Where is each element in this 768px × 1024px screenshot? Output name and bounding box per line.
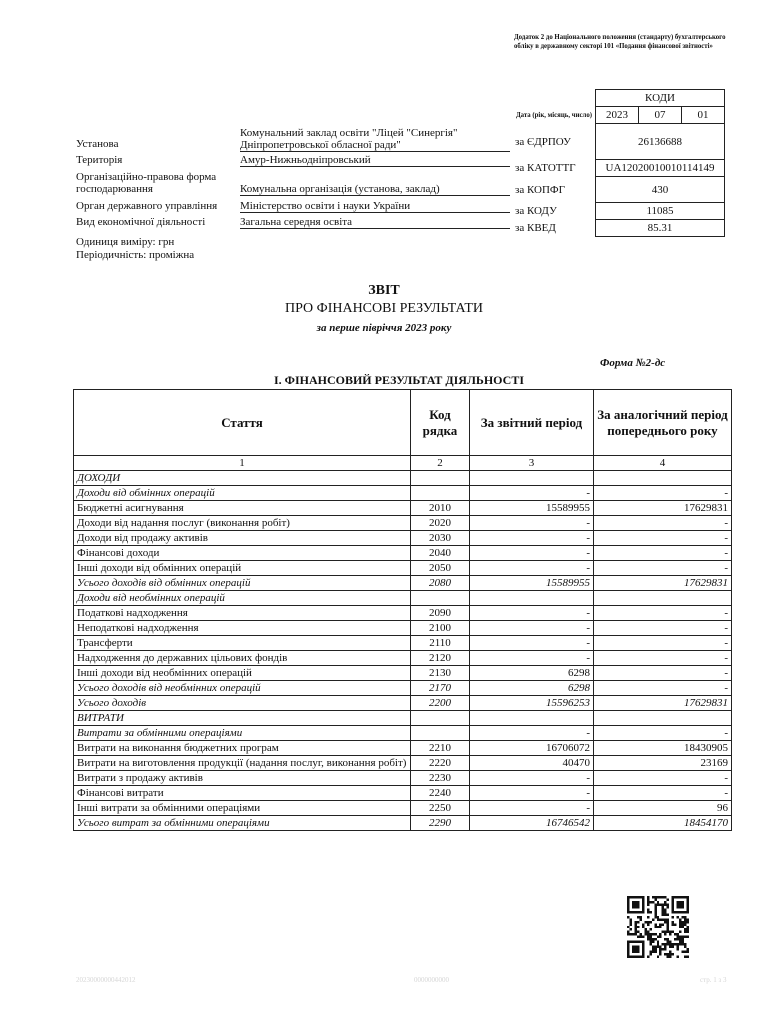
table-row (74, 471, 732, 486)
row-previous-value (594, 591, 732, 606)
row-previous-value: 17629831 (594, 501, 732, 516)
footer-left: 20230000000442012 (76, 976, 136, 984)
row-previous-value: 23169 (594, 756, 732, 771)
table-row (74, 576, 732, 591)
code-label: за КОПФГ (515, 183, 565, 196)
row-code: 2050 (411, 561, 470, 576)
row-code: 2090 (411, 606, 470, 621)
row-article: Витрати за обмінними операціями (74, 726, 411, 741)
code-label: за ЄДРПОУ (515, 135, 571, 148)
row-current-value: - (470, 561, 594, 576)
row-previous-value: 17629831 (594, 696, 732, 711)
table-row (74, 531, 732, 546)
institution-value: Комунальний заклад освіти "Ліцей "Синергія" Дніпропетровської обласної ради" (240, 127, 510, 152)
row-code: 2170 (411, 681, 470, 696)
table-row (74, 771, 732, 786)
financial-results-table (73, 389, 732, 831)
row-code: 2010 (411, 501, 470, 516)
row-previous-value: 96 (594, 801, 732, 816)
appendix-note: Додаток 2 до Національного положення (стандарту) бухгалтерського обліку в державному секторі 101 «Подання фінансової звітності» (514, 34, 726, 50)
row-article: ДОХОДИ (74, 471, 411, 486)
table-row (74, 561, 732, 576)
table-row (74, 741, 732, 756)
row-previous-value: - (594, 561, 732, 576)
row-previous-value: - (594, 486, 732, 501)
row-current-value: - (470, 546, 594, 561)
code-value: 26136688 (596, 124, 725, 160)
row-current-value: 16706072 (470, 741, 594, 756)
row-code: 2290 (411, 816, 470, 831)
col-header-article: Стаття (74, 390, 411, 456)
section-title: І. ФІНАНСОВИЙ РЕЗУЛЬТАТ ДІЯЛЬНОСТІ (273, 373, 524, 387)
row-article: Бюджетні асигнування (74, 501, 411, 516)
row-article: Усього доходів від необмінних операцій (74, 681, 411, 696)
row-article: Доходи від обмінних операцій (74, 486, 411, 501)
activity-value: Загальна середня освіта (240, 216, 510, 229)
row-article: Усього доходів (74, 696, 411, 711)
table-row (74, 501, 732, 516)
row-current-value: - (470, 486, 594, 501)
periodicity: Періодичність: проміжна (76, 248, 195, 261)
table-row (74, 666, 732, 681)
table-row (74, 636, 732, 651)
row-current-value: - (470, 621, 594, 636)
row-current-value (470, 591, 594, 606)
row-current-value: - (470, 606, 594, 621)
institution-label: Установа (76, 138, 119, 150)
table-row (74, 591, 732, 606)
form-number: Форма №2-дс (600, 357, 666, 369)
row-previous-value: - (594, 681, 732, 696)
code-label: за КВЕД (515, 222, 556, 234)
row-previous-value: 17629831 (594, 576, 732, 591)
row-previous-value: - (594, 546, 732, 561)
report-subtitle: ПРО ФІНАНСОВІ РЕЗУЛЬТАТИ (284, 301, 484, 316)
col-header-previous: За аналогічний період попереднього року (594, 390, 732, 456)
table-row (74, 621, 732, 636)
col-header-current: За звітний період (470, 390, 594, 456)
footer-mid: 0000000000 (414, 976, 449, 984)
row-previous-value: - (594, 651, 732, 666)
table-row (74, 651, 732, 666)
row-code: 2220 (411, 756, 470, 771)
authority-label: Орган державного управління (76, 200, 218, 212)
table-row (74, 486, 732, 501)
row-code (411, 486, 470, 501)
row-current-value: - (470, 726, 594, 741)
row-previous-value: - (594, 666, 732, 681)
row-article: Фінансові витрати (74, 786, 411, 801)
row-article: Неподаткові надходження (74, 621, 411, 636)
code-label: за КАТОТТГ (515, 162, 576, 174)
row-code: 2080 (411, 576, 470, 591)
row-code: 2230 (411, 771, 470, 786)
row-code: 2250 (411, 801, 470, 816)
row-article: Усього доходів від обмінних операцій (74, 576, 411, 591)
row-previous-value: 18430905 (594, 741, 732, 756)
row-code (411, 591, 470, 606)
row-code: 2200 (411, 696, 470, 711)
table-row (74, 516, 732, 531)
row-article: Інші витрати за обмінними операціями (74, 801, 411, 816)
date-month: 07 (639, 107, 682, 124)
col-number: 2 (411, 456, 470, 471)
row-code (411, 471, 470, 486)
row-current-value (470, 711, 594, 726)
col-number: 4 (594, 456, 732, 471)
row-previous-value: - (594, 726, 732, 741)
table-row (74, 756, 732, 771)
row-code: 2020 (411, 516, 470, 531)
row-article: Трансферти (74, 636, 411, 651)
report-period: за перше півріччя 2023 року (316, 322, 452, 334)
row-article: Витрати з продажу активів (74, 771, 411, 786)
row-code: 2130 (411, 666, 470, 681)
table-row (74, 681, 732, 696)
row-previous-value: - (594, 531, 732, 546)
table-row (74, 606, 732, 621)
territory-label: Територія (76, 154, 123, 166)
col-number: 3 (470, 456, 594, 471)
row-code: 2100 (411, 621, 470, 636)
code-label: за КОДУ (515, 205, 557, 217)
row-article: Фінансові доходи (74, 546, 411, 561)
table-row (74, 546, 732, 561)
table-row (74, 816, 732, 831)
row-article: Податкові надходження (74, 606, 411, 621)
table-row (74, 786, 732, 801)
table-body (74, 471, 732, 831)
row-article: Надходження до державних цільових фондів (74, 651, 411, 666)
row-current-value: 15589955 (470, 576, 594, 591)
row-previous-value: 18454170 (594, 816, 732, 831)
row-code: 2240 (411, 786, 470, 801)
row-previous-value (594, 711, 732, 726)
row-code (411, 711, 470, 726)
qr-code-icon (627, 896, 689, 958)
table-row (74, 696, 732, 711)
code-value: UA12020010010114149 (596, 160, 725, 177)
row-article: Усього витрат за обмінними операціями (74, 816, 411, 831)
col-header-code: Код рядка (411, 390, 470, 456)
row-current-value: 15596253 (470, 696, 594, 711)
unit-block (76, 236, 194, 261)
codes-header: КОДИ (596, 90, 725, 107)
row-current-value: 16746542 (470, 816, 594, 831)
code-value: 85.31 (596, 220, 725, 237)
table-row (74, 801, 732, 816)
row-current-value: - (470, 636, 594, 651)
row-current-value (470, 471, 594, 486)
row-article: ВИТРАТИ (74, 711, 411, 726)
row-previous-value: - (594, 621, 732, 636)
date-year: 2023 (596, 107, 639, 124)
table-row (74, 726, 732, 741)
row-previous-value: - (594, 636, 732, 651)
authority-value: Міністерство освіти і науки України (240, 200, 510, 213)
legal-form-label: Організаційно-правова форма господарювання (76, 171, 217, 195)
legal-form-value: Комунальна організація (установа, заклад) (240, 183, 510, 196)
row-article: Витрати на виконання бюджетних програм (74, 741, 411, 756)
row-current-value: - (470, 801, 594, 816)
row-previous-value: - (594, 516, 732, 531)
row-code: 2030 (411, 531, 470, 546)
row-article: Витрати на виготовлення продукції (надання послуг, виконання робіт) (74, 756, 411, 771)
row-current-value: - (470, 771, 594, 786)
row-code: 2120 (411, 651, 470, 666)
row-current-value: 6298 (470, 666, 594, 681)
row-article: Інші доходи від необмінних операцій (74, 666, 411, 681)
row-previous-value: - (594, 606, 732, 621)
row-article: Доходи від надання послуг (виконання робіт) (74, 516, 411, 531)
codes-table (513, 89, 725, 237)
row-code: 2040 (411, 546, 470, 561)
date-day: 01 (682, 107, 725, 124)
row-article: Інші доходи від обмінних операцій (74, 561, 411, 576)
date-label: Дата (рік, місяць, число) (515, 111, 592, 119)
row-current-value: 40470 (470, 756, 594, 771)
territory-value: Амур-Нижньодніпровський (240, 154, 510, 167)
table-row (74, 711, 732, 726)
row-current-value: - (470, 786, 594, 801)
row-code: 2210 (411, 741, 470, 756)
col-number: 1 (74, 456, 411, 471)
unit-of-measure: Одиниця виміру: грн (76, 236, 175, 248)
row-previous-value: - (594, 771, 732, 786)
activity-label: Вид економічної діяльності (76, 216, 206, 228)
row-current-value: 6298 (470, 681, 594, 696)
row-code (411, 726, 470, 741)
footer-page: стр. 1 з 3 (700, 976, 727, 984)
row-current-value: 15589955 (470, 501, 594, 516)
row-current-value: - (470, 651, 594, 666)
code-value: 11085 (596, 203, 725, 220)
report-title: ЗВІТ (368, 283, 400, 298)
code-value: 430 (596, 177, 725, 203)
row-previous-value (594, 471, 732, 486)
row-current-value: - (470, 531, 594, 546)
row-previous-value: - (594, 786, 732, 801)
row-code: 2110 (411, 636, 470, 651)
row-article: Доходи від необмінних операцій (74, 591, 411, 606)
row-article: Доходи від продажу активів (74, 531, 411, 546)
row-current-value: - (470, 516, 594, 531)
